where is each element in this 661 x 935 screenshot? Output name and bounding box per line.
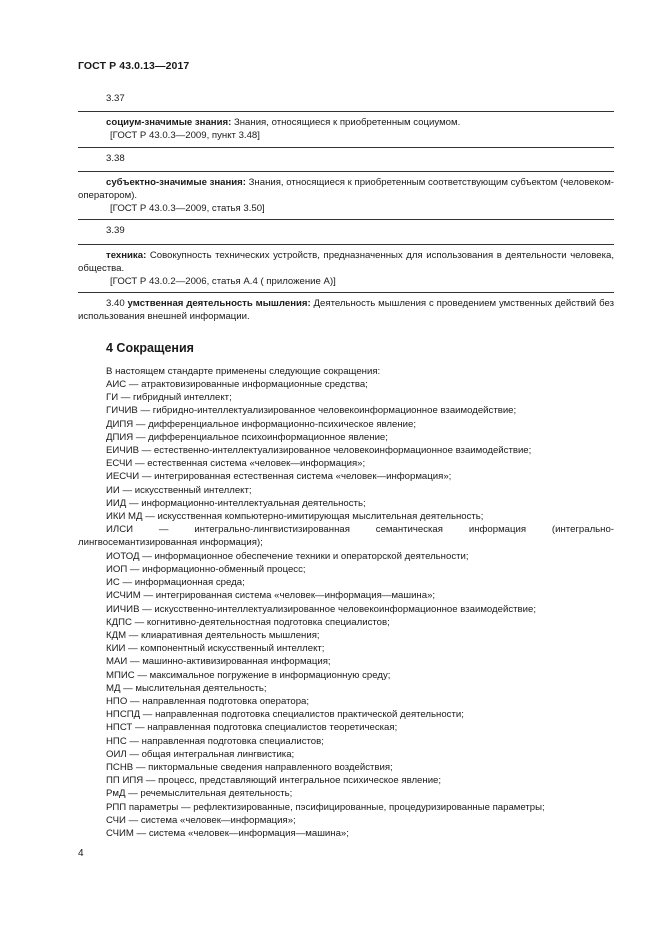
abbreviation-item: ИИЧИВ — искусственно-интеллектуализированное человекоинформационное взаимодействие; <box>106 603 536 615</box>
term-number: 3.39 <box>106 225 125 237</box>
term-number: 3.37 <box>106 93 125 104</box>
abbreviation-item: ИИ — искусственный интеллект; <box>106 484 252 496</box>
section-intro: В настоящем стандарте применены следующие сокращения: <box>106 365 381 377</box>
abbreviation-item: СЧИМ — система «человек—информация—машина»; <box>106 827 349 839</box>
term-entry <box>78 224 614 293</box>
abbreviation-item: НПО — направленная подготовка оператора; <box>106 695 310 707</box>
abbreviation-item: КДМ — клиаративная деятельность мышления; <box>106 629 320 641</box>
abbreviation-item: ГИЧИВ — гибридно-интеллектуализированное человекоинформационное взаимодействие; <box>106 405 517 417</box>
term-entry <box>78 92 614 148</box>
abbreviation-item: ДПИЯ — дифференциальное психоинформационное явление; <box>106 431 388 443</box>
abbreviation-item: МПИС — максимальное погружение в информационную среду; <box>106 669 391 681</box>
abbreviation-item: МД — мыслительная деятельность; <box>106 682 267 694</box>
term-number: 3.38 <box>106 152 125 164</box>
abbreviation-item: НПСПД — направленная подготовка специалистов практической деятельности; <box>106 709 464 721</box>
section-title: 4 Сокращения <box>106 340 194 355</box>
abbreviation-item: РПП параметры — рефлектизированные, пэсифицированные, процедуризированные параметры; <box>106 801 545 813</box>
abbreviation-item: ПП ИПЯ — процесс, представляющий интегральное психическое явление; <box>106 775 442 787</box>
term-name: социум-значимые знания: <box>106 117 232 129</box>
term-box <box>78 111 614 147</box>
abbreviation-item: НПС — направленная подготовка специалистов; <box>106 735 324 747</box>
abbreviation-item: РмД — речемыслительная деятельность; <box>106 788 293 800</box>
term-3-40 <box>78 297 614 323</box>
abbreviation-item: КДПС — когнитивно-деятельностная подготовка специалистов; <box>106 616 390 628</box>
term-box <box>78 171 614 221</box>
abbreviation-item: КИИ — компонентный искусственный интеллект; <box>106 643 325 655</box>
term-definition: Деятельность мышления с проведением умственных действий без использования внешней информации. <box>78 298 614 323</box>
page-number: 4 <box>78 848 84 859</box>
abbreviation-item: ИЕСЧИ — интегрированная естественная система «человек—информация»; <box>106 471 452 483</box>
abbreviation-item: ГИ — гибридный интеллект; <box>106 392 232 404</box>
page-content <box>78 88 614 840</box>
abbreviation-item: МАИ — машинно-активизированная информация; <box>106 656 331 668</box>
document-header: ГОСТ Р 43.0.13—2017 <box>78 60 190 72</box>
abbreviation-item: ЕСЧИ — естественная система «человек—информация»; <box>106 458 366 470</box>
term-number: 3.40 <box>106 298 125 310</box>
term-entry <box>78 152 614 221</box>
abbreviation-item: ИС — информационная среда; <box>106 577 245 589</box>
abbreviation-item: ОИЛ — общая интегральная лингвистика; <box>106 748 295 760</box>
term-box <box>78 244 614 294</box>
term-source: [ГОСТ Р 43.0.2—2006, статья А.4 ( приложение А)] <box>110 276 336 288</box>
term-definition: Знания, относящиеся к приобретенным соответствующим субъектом (человеком-оператором). <box>78 176 615 202</box>
term-name: техника: <box>106 249 147 261</box>
abbreviation-item: ПСНВ — пиктормальные сведения направленного воздействия; <box>106 761 393 773</box>
term-name: субъектно-значимые знания: <box>106 176 246 188</box>
abbreviation-item: ИОП — информационно-обменный процесс; <box>106 563 306 575</box>
abbreviation-item: НПСТ — направленная подготовка специалистов теоретическая; <box>106 722 398 734</box>
abbreviation-item: АИС — атрактовизированные информационные средства; <box>106 379 368 391</box>
abbreviation-item: ЕИЧИВ — естественно-интеллектуализированное человекоинформационное взаимодействие; <box>106 445 532 457</box>
abbreviation-item: ИКИ МД — искусственная компьютерно-имитирующая мыслительная деятельность; <box>106 511 484 523</box>
term-source: [ГОСТ Р 43.0.3—2009, пункт 3.48] <box>110 130 260 142</box>
term-name: умственная деятельность мышления: <box>127 298 311 310</box>
term-definition: Совокупность технических устройств, предназначенных для использования в деятельности человека, общества. <box>78 249 614 274</box>
abbreviation-item: ИЛСИ — интегрально-лингвистизированная семантическая информация (интегрально-лингвосемантизированная информация); <box>78 524 614 549</box>
abbreviation-item: ДИПЯ — дифференциальное информационно-психическое явление; <box>106 418 417 430</box>
term-source: [ГОСТ Р 43.0.3—2009, статья 3.50] <box>110 203 265 215</box>
abbreviation-list <box>78 378 614 840</box>
abbreviation-item: СЧИ — система «человек—информация»; <box>106 814 296 826</box>
term-definition: Знания, относящиеся к приобретенным социумом. <box>233 117 461 129</box>
abbreviation-item: ИОТОД — информационное обеспечение техники и операторской деятельности; <box>106 550 469 562</box>
abbreviation-item: ИСЧИМ — интегрированная система «человек—информация—машина»; <box>106 590 436 602</box>
abbreviation-item: ИИД — информационно-интеллектуальная деятельность; <box>106 497 366 509</box>
